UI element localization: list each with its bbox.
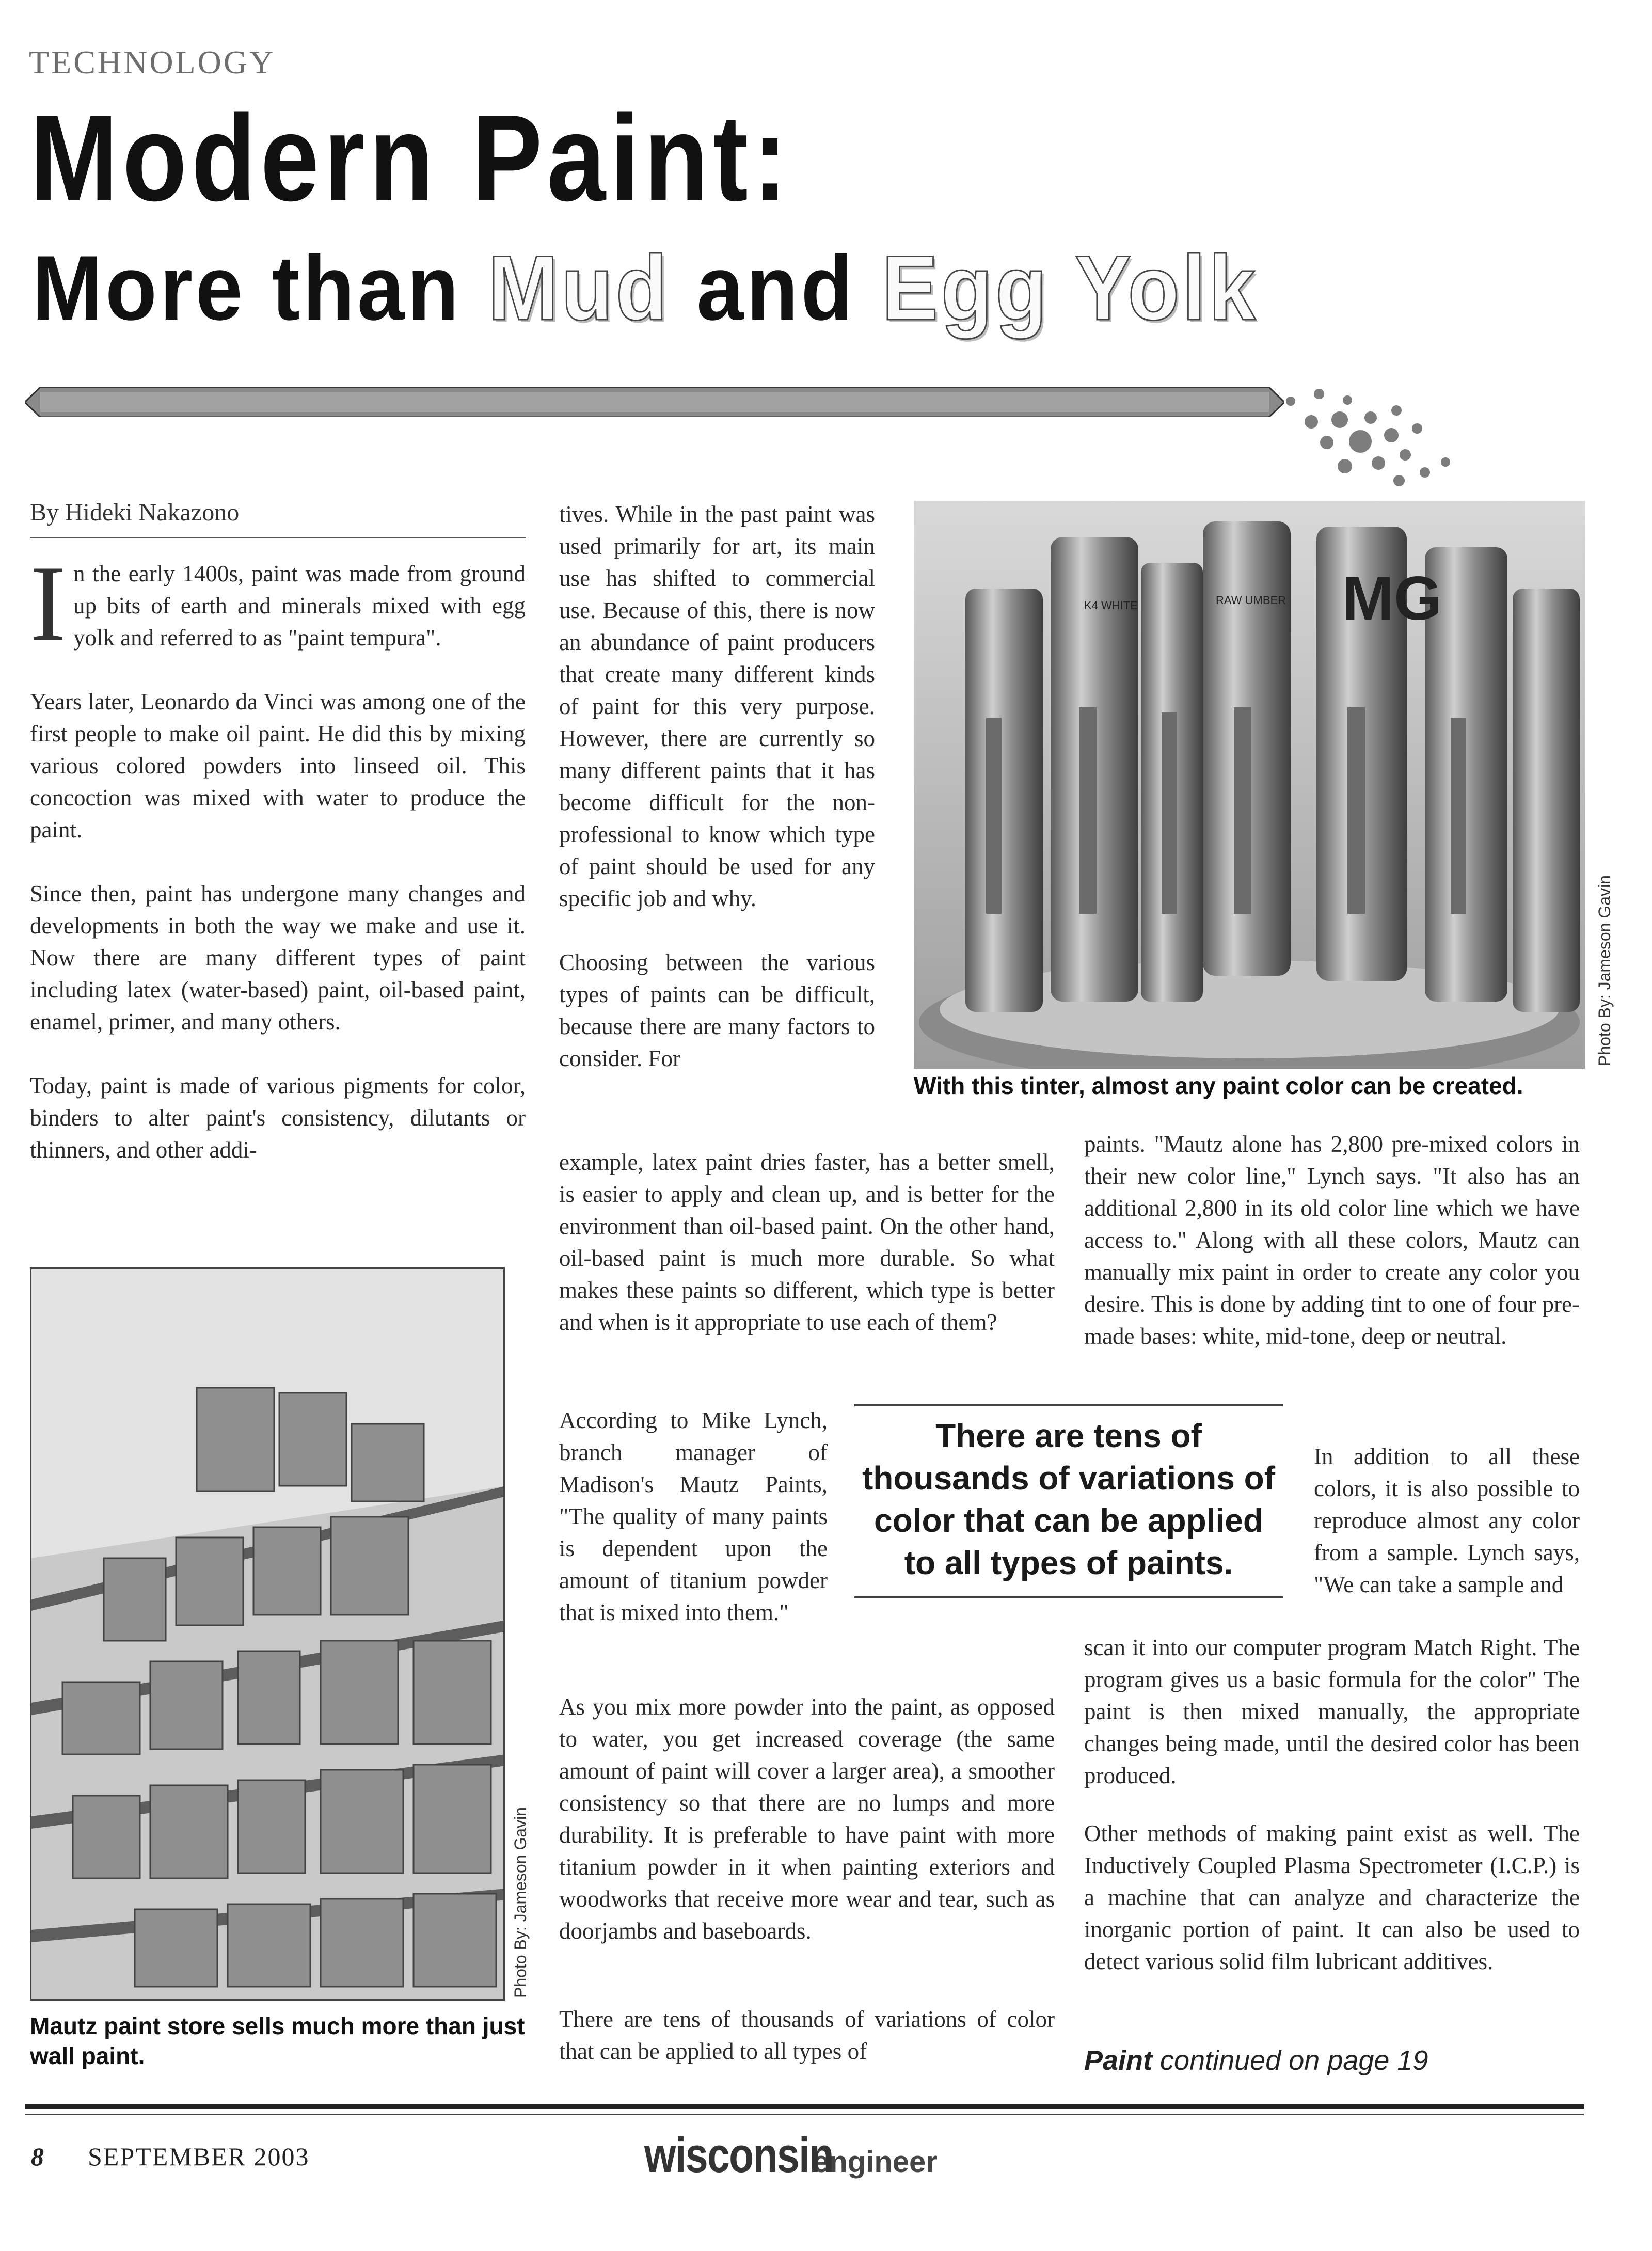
continued-text: continued on page 19 (1152, 2045, 1428, 2076)
article-column-1 (30, 544, 526, 1198)
pullquote-rule-top (854, 1404, 1283, 1406)
magazine-masthead (644, 2127, 938, 2184)
pullquote-rule-bottom (854, 1596, 1283, 1598)
paragraph-tives: tives. While in the past paint was used primarily for art, its main use has shifted to commercial use. Because of this, there is now an abundance of paint producers that create many different kinds of paint for this very purpose. However, there are currently so many different paints that it has become difficult for the non-professional to know which type of paint should be used for any specific job and why. (559, 501, 875, 911)
paragraph-sample: In addition to all these colors, it is also possible to reproduce almost any color from a sample. Lynch says, "We can take a sample and (1314, 1444, 1580, 1597)
paragraph-today: Today, paint is made of various pigments for color, binders to alter paint's consistency, dilutants or thinners, and other addi- (30, 1073, 526, 1163)
issue-date: SEPTEMBER 2003 (88, 2142, 310, 2171)
paragraph-choosing: Choosing between the various types of paints can be difficult, because there are many factors to consider. For (559, 949, 875, 1071)
masthead-wisconsin: wisconsin (644, 2128, 833, 2183)
article-column-2-narrow (559, 1404, 828, 1660)
page-number: 8 (31, 2142, 44, 2171)
paragraph-intro-text: n the early 1400s, paint was made from ground up bits of earth and minerals mixed with egg yolk and referred to as "paint tempura". (73, 561, 526, 651)
store-photo-credit: Photo By: Jameson Gavin (511, 1807, 530, 1998)
paragraph-mautz-colors: paints. "Mautz alone has 2,800 pre-mixed colors in their new color line," Lynch says. "It also has an additional 2,800 in its old color line which we have access to." Along with all these colors, Mautz can manually mix paint in order to create any color you desire. This is done by adding tint to one of four pre-made bases: white, mid-tone, deep or neutral. (1084, 1131, 1580, 1349)
tinter-photo-credit: Photo By: Jameson Gavin (1595, 875, 1614, 1066)
masthead-engineer: engineer (813, 2145, 938, 2179)
byline-rule (30, 537, 526, 538)
tinter-photo (914, 501, 1585, 1069)
tinter-label-mg: MG (1342, 564, 1442, 633)
article-column-3-bottom (1084, 1817, 1580, 2009)
footer-rule-thin (25, 2114, 1584, 2115)
headline-line-1: Modern Paint: (30, 90, 792, 227)
tinter-label-white: K4 WHITE (1084, 599, 1138, 612)
headline-mud: Mud (488, 236, 671, 339)
continued-note (1084, 2044, 1428, 2076)
headline-more-than: More than (32, 236, 462, 339)
tinter-illustration (914, 501, 1585, 1069)
footer-rule (25, 2104, 1584, 2109)
paragraph-titanium: As you mix more powder into the paint, as opposed to water, you get increased coverage (the same amount of paint will cover a larger area), a smoother consistency so that there are no lumps and more durability. It is preferable to have paint with more titanium powder in it when painting exteriors and woodworks that receive more wear and tear, such as doorjambs and baseboards. (559, 1694, 1055, 1944)
paragraph-da-vinci: Years later, Leonardo da Vinci was among one of the first people to make oil paint. He did this by mixing various colored powders into linseed oil. This concoction was mixed with water to produce the paint. (30, 689, 526, 843)
tinter-photo-caption: With this tinter, almost any paint color can be created. (914, 1072, 1523, 1099)
decorative-dots (1270, 379, 1476, 503)
paragraph-match-right: scan it into our computer program Match Right. The program gives us a basic formula for the color" The paint is then mixed manually, the appropriate changes being made, until the desired color has been produced. (1084, 1635, 1580, 1788)
paragraph-choosing-cont: example, latex paint dries faster, has a better smell, is easier to apply and clean up, and is better for the environment than oil-based paint. On the other hand, oil-based paint is much more durable. So what makes these paints so different, which type is better and when is it appropriate to use each of them? (559, 1149, 1055, 1335)
article-column-3-lower (1084, 1631, 1580, 1824)
paragraph-intro (30, 544, 526, 663)
paragraph-lynch-quote: According to Mike Lynch, branch manager of Madison's Mautz Paints, "The quality of many paints is dependent upon the amount of titanium powder that is mixed into them." (559, 1407, 828, 1625)
paragraph-icp: Other methods of making paint exist as well. The Inductively Coupled Plasma Spectrometer (I.C.P.) is a machine that can analyze and characterize the inorganic portion of paint. It can also be used to detect various solid film lubricant additives. (1084, 1820, 1580, 1974)
byline: By Hideki Nakazono (30, 499, 240, 526)
tinter-label-umber: RAW UMBER (1216, 594, 1286, 607)
continued-keyword: Paint (1084, 2045, 1153, 2076)
headline-and: and (696, 236, 855, 339)
article-column-3 (1084, 1128, 1580, 1384)
headline-egg-yolk: Egg Yolk (881, 236, 1259, 339)
section-label: TECHNOLOGY (29, 44, 276, 81)
pullquote: There are tens of thousands of variations of color that can be applied to all types of paints. (862, 1417, 1276, 1581)
drop-cap: I (30, 544, 66, 663)
store-shelves-illustration (31, 1269, 505, 2001)
article-column-2-wide (559, 1146, 1055, 1370)
article-column-2-bottom (559, 2003, 1055, 2099)
store-photo-caption: Mautz paint store sells much more than just wall paint. (30, 2012, 525, 2069)
title-rule (25, 387, 1284, 417)
store-photo (30, 1267, 505, 2001)
article-column-2 (559, 498, 875, 1074)
article-column-2-lower (559, 1691, 1055, 1979)
paragraph-changes: Since then, paint has undergone many changes and developments in both the way we make and use it. Now there are many different types of paint including latex (water-based) paint, oil-based paint, enamel, primer, and many others. (30, 881, 526, 1035)
paragraph-variations: There are tens of thousands of variations of color that can be applied to all types of (559, 2006, 1055, 2064)
article-column-3-narrow (1314, 1440, 1580, 1632)
headline-line-2 (32, 235, 1259, 341)
